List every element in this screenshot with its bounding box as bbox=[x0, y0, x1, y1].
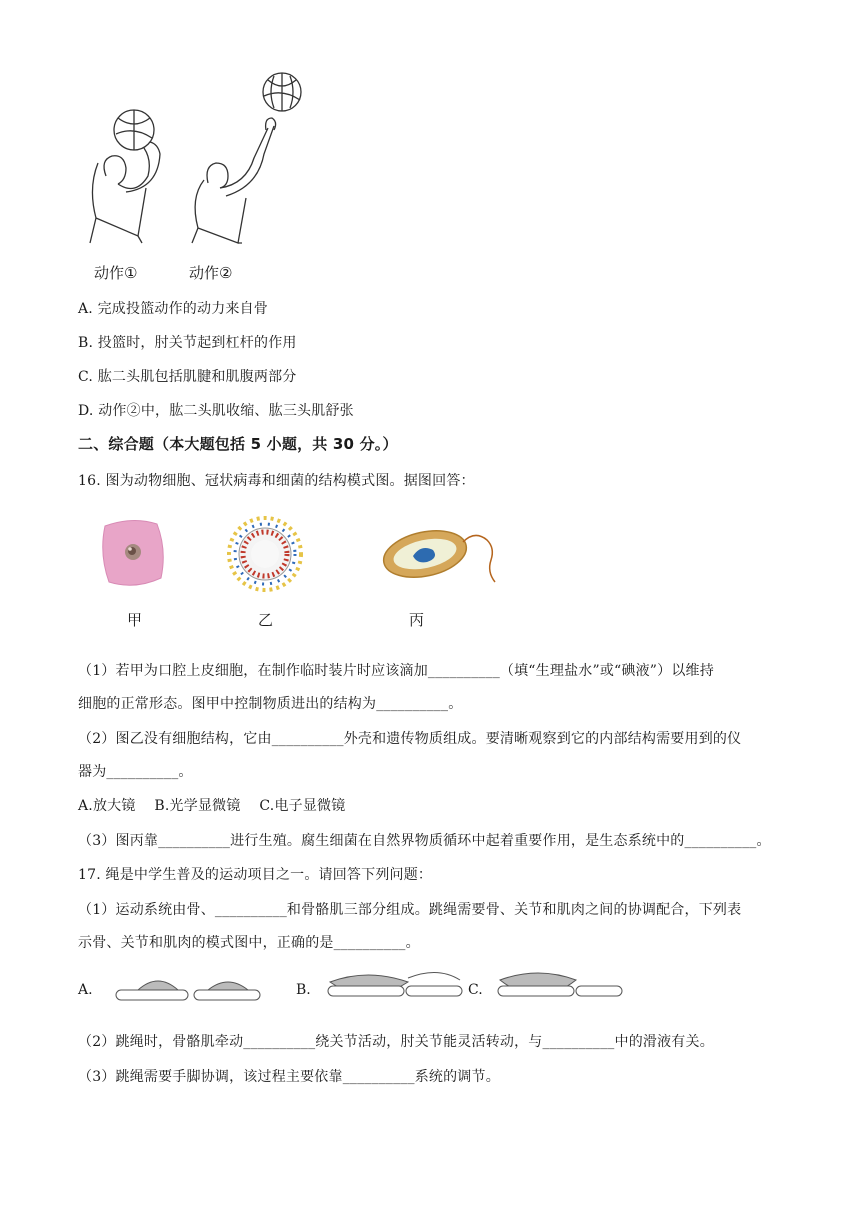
model-a-diagram bbox=[116, 981, 260, 1000]
q16-part1-line1: （1）若甲为口腔上皮细胞，在制作临时装片时应该滴加__________（填“生理盐水”或“碘液”）以维持 bbox=[78, 663, 714, 679]
basketball-figure bbox=[78, 68, 328, 288]
q16-stem: 16. 图为动物细胞、冠状病毒和细菌的结构模式图。据图回答： bbox=[78, 473, 475, 489]
q17-part3: （3）跳绳需要手脚协调，该过程主要依靠__________系统的调节。 bbox=[78, 1069, 500, 1085]
q17-part1-line1: （1）运动系统由骨、__________和骨骼肌三部分组成。跳绳需要骨、关节和肌肉之间的协调配合，下列表 bbox=[78, 902, 742, 918]
q16-part2-line2: 器为__________。 bbox=[78, 764, 193, 780]
q15-option-b: B. 投篮时，肘关节起到杠杆的作用 bbox=[78, 335, 297, 351]
model-c-diagram bbox=[498, 973, 622, 996]
label-bing: 丙 bbox=[409, 611, 425, 629]
caption-action-2: 动作② bbox=[189, 264, 233, 282]
q16-part2-line1: （2）图乙没有细胞结构，它由__________外壳和遗传物质组成。要清晰观察到它的内部结构需要用到的仪 bbox=[78, 731, 742, 747]
q16-part3: （3）图丙靠__________进行生殖。腐生细菌在自然界物质循环中起着重要作用，是生态系统中的__________。 bbox=[78, 833, 771, 849]
q17-part1-line2: 示骨、关节和肌肉的模式图中，正确的是__________。 bbox=[78, 935, 420, 951]
model-c-label: C. bbox=[468, 982, 483, 998]
virus-diagram bbox=[229, 518, 301, 590]
model-b-diagram bbox=[328, 972, 462, 996]
q15-option-a: A. 完成投篮动作的动力来自骨 bbox=[78, 301, 269, 317]
q16-part1-line2: 细胞的正常形态。图甲中控制物质进出的结构为__________。 bbox=[78, 696, 463, 712]
model-b-label: B. bbox=[296, 982, 311, 998]
caption-action-1: 动作① bbox=[94, 264, 138, 282]
cell-diagrams bbox=[95, 512, 515, 632]
q15-option-c: C. 肱二头肌包括肌腱和肌腹两部分 bbox=[78, 369, 297, 385]
q15-option-d: D. 动作②中，肱二头肌收缩、肱三头肌舒张 bbox=[78, 403, 354, 419]
model-a-label: A. bbox=[78, 982, 93, 998]
q17-stem: 17. 绳是中学生普及的运动项目之一。请回答下列问题： bbox=[78, 867, 433, 883]
q17-part2: （2）跳绳时，骨骼肌牵动__________绕关节活动，肘关节能灵活转动，与__________中的滑液有关。 bbox=[78, 1034, 714, 1050]
player-1-illustration bbox=[90, 110, 160, 243]
animal-cell-diagram bbox=[103, 520, 164, 585]
label-jia: 甲 bbox=[127, 611, 143, 629]
label-yi: 乙 bbox=[258, 611, 274, 629]
section-2-heading: 二、综合题（本大题包括 5 小题，共 30 分。） bbox=[78, 435, 398, 453]
model-drawings bbox=[108, 962, 638, 1012]
q16-options: A.放大镜 B.光学显微镜 C.电子显微镜 bbox=[78, 798, 346, 814]
player-2-illustration bbox=[192, 73, 301, 243]
bone-muscle-models bbox=[78, 962, 638, 1012]
bacterium-diagram bbox=[379, 524, 495, 585]
